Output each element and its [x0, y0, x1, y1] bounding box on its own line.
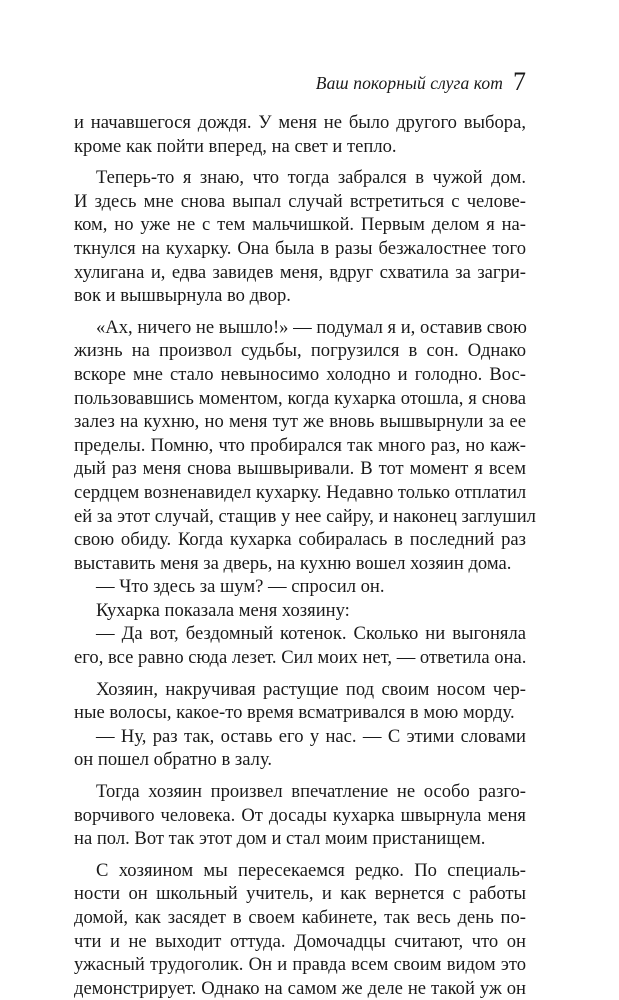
text-line: ужасный трудоголик. Он и правда всем своим видом это: [74, 954, 526, 976]
text-line: Кухарка показала меня хозяину:: [96, 599, 350, 621]
text-line: жизнь на произвол судьбы, погрузился в сон. Однако: [74, 340, 526, 362]
text-line: домой, как засядет в своем кабинете, так весь день по-: [74, 907, 526, 928]
text-line: его, все равно сюда лезет. Сил моих нет, — ответила она.: [74, 647, 527, 669]
text-line: выставить меня за дверь, на кухню вошел хозяин дома.: [74, 552, 512, 574]
text-line: свою обиду. Когда кухарка собиралась в последний раз: [74, 529, 526, 551]
text-line: И здесь мне снова выпал случай встретиться с челове-: [74, 190, 526, 212]
page-number: 7: [513, 67, 526, 96]
text-line: кроме как пойти вперед, на свет и тепло.: [74, 135, 397, 157]
text-line: ей за этот случай, стащив у нее сайру, и наконец заглушил: [74, 505, 536, 527]
text-line: сердцем возненавидел кухарку. Недавно только отплатил: [74, 481, 527, 503]
text-line: вок и вышвырнула во двор.: [74, 285, 291, 307]
text-line: он пошел обратно в залу.: [74, 749, 273, 771]
text-line: хулигана и, едва завидев меня, вдруг схватила за загри-: [74, 261, 526, 283]
text-line: «Ах, ничего не вышло!» — подумал я и, оставив свою: [96, 316, 527, 338]
text-line: залез на кухню, но меня тут же вновь вышвырнули за ее: [74, 411, 526, 433]
text-line: Тогда хозяин произвел впечатление не особо разго-: [96, 781, 526, 803]
text-line: вскоре мне стало невыносимо холодно и голодно. Вос-: [74, 363, 526, 385]
text-line: на пол. Вот так этот дом и стал моим пристанищем.: [74, 828, 486, 850]
text-line: Хозяин, накручивая растущие под своим носом чер-: [96, 678, 526, 700]
text-line: пользовавшись моментом, когда кухарка отошла, я снова: [74, 387, 526, 409]
text-line: ткнулся на кухарку. Она была в разы безжалостнее того: [74, 237, 526, 259]
text-line: чти и не выходит оттуда. Домочадцы считают, что он: [74, 930, 526, 952]
running-title: Ваш покорный слуга кот: [315, 73, 503, 93]
text-line: дый раз меня снова вышвыривали. В тот момент я всем: [74, 458, 526, 480]
text-line: ком, но уже не с тем мальчишкой. Первым делом я на-: [74, 214, 526, 236]
text-line: — Ну, раз так, оставь его у нас. — С этими словами: [96, 725, 526, 747]
text-line: демонстрирует. Однако на самом же деле не такой уж он: [74, 977, 526, 999]
running-header: [316, 66, 526, 96]
text-line: — Да вот, бездомный котенок. Сколько ни выгоняла: [96, 623, 526, 645]
text-line: и начавшегося дождя. У меня не было другого выбора,: [74, 112, 526, 133]
text-line: С хозяином мы пересекаемся редко. По специаль-: [96, 859, 526, 881]
text-line: ности он школьный учитель, и как вернется с работы: [74, 883, 526, 905]
text-line: — Что здесь за шум? — спросил он.: [96, 576, 385, 598]
body-text: [74, 111, 536, 1000]
text-line: Теперь-то я знаю, что тогда забрался в чужой дом.: [96, 167, 526, 189]
text-line: ные волосы, какое-то время всматривался в мою морду.: [74, 702, 515, 724]
text-line: пределы. Помню, что пробирался так много раз, но каж-: [74, 434, 526, 456]
text-line: ворчивого человека. От досады кухарка швырнула меня: [74, 804, 526, 826]
